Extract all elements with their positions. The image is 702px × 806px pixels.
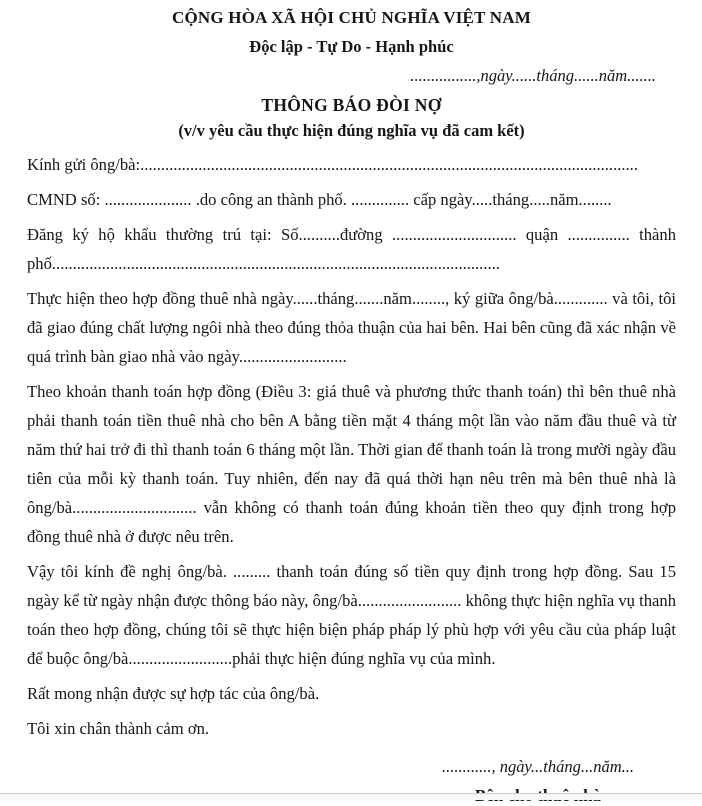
paragraph-contract-handover: Thực hiện theo hợp đồng thuê nhà ngày......tháng.......năm........, ký giữa ông/bà............. và tôi, tôi đã giao đúng chất lượng ngôi nhà theo đúng thỏa thuận của hai bên. Hai bên cũng đã xác nhận về quá trình bàn giao nhà vào ngày.......................... bbox=[27, 289, 676, 366]
national-title: CỘNG HÒA XÃ HỘI CHỦ NGHĨA VIỆT NAM bbox=[172, 8, 531, 27]
paragraph-payment-terms: Theo khoản thanh toán hợp đồng (Điều 3: giá thuê và phương thức thanh toán) thì bên thuê nhà phải thanh toán tiền thuê nhà cho bên A bằng tiền mặt 4 tháng một lần vào năm đầu thuê và từ năm thứ hai trở đi thì thanh toán 6 tháng một lần. Thời gian để thanh toán là trong mười ngày đầu tiên của mỗi kỳ thanh toán. Tuy nhiên, đến nay đã quá thời hạn nêu trên mà bên thuê nhà là ông/bà.............................. vẫn không có thanh toán đúng khoản tiền theo quy định trong hợp đồng thuê nhà ở được nêu trên. bbox=[27, 382, 676, 546]
paragraph-demand: Vậy tôi kính đề nghị ông/bà. ......... thanh toán đúng số tiền quy định trong hợp đồng. Sau 15 ngày kể từ ngày nhận được thông báo này, ông/bà......................... không thực hiện nghĩa vụ thanh toán theo hợp đồng, chúng tôi sẽ thực hiện biện pháp pháp lý phù hợp với yêu cầu của pháp luật để buộc ông/bà.........................phải thực hiện đúng nghĩa vụ của mình. bbox=[27, 562, 676, 668]
header-date-line: ................,ngày......tháng......năm....... bbox=[410, 66, 656, 85]
page-bottom-edge bbox=[0, 793, 702, 800]
closing-line-thanks: Tôi xin chân thành cảm ơn. bbox=[27, 719, 210, 738]
document-subtitle: (v/v yêu cầu thực hiện đúng nghĩa vụ đã cam kết) bbox=[178, 121, 525, 140]
recipient-line: Kính gửi ông/bà:........................................................................................................................ bbox=[27, 155, 638, 174]
document-title: THÔNG BÁO ĐÒI NỢ bbox=[261, 95, 442, 115]
closing-line-cooperation: Rất mong nhận được sự hợp tác của ông/bà. bbox=[27, 684, 320, 703]
national-motto: Độc lập - Tự Do - Hạnh phúc bbox=[249, 37, 454, 56]
document-body bbox=[27, 150, 676, 743]
id-number-line: CMND số: ..................... .do công an thành phố. .............. cấp ngày.....tháng.....năm........ bbox=[27, 190, 612, 209]
signature-date-line: ............, ngày...tháng...năm... bbox=[441, 757, 634, 776]
residence-line: Đăng ký hộ khẩu thường trú tại: Số..........đường .............................. quận ............... thành phố............................................................................................................ bbox=[27, 225, 676, 273]
